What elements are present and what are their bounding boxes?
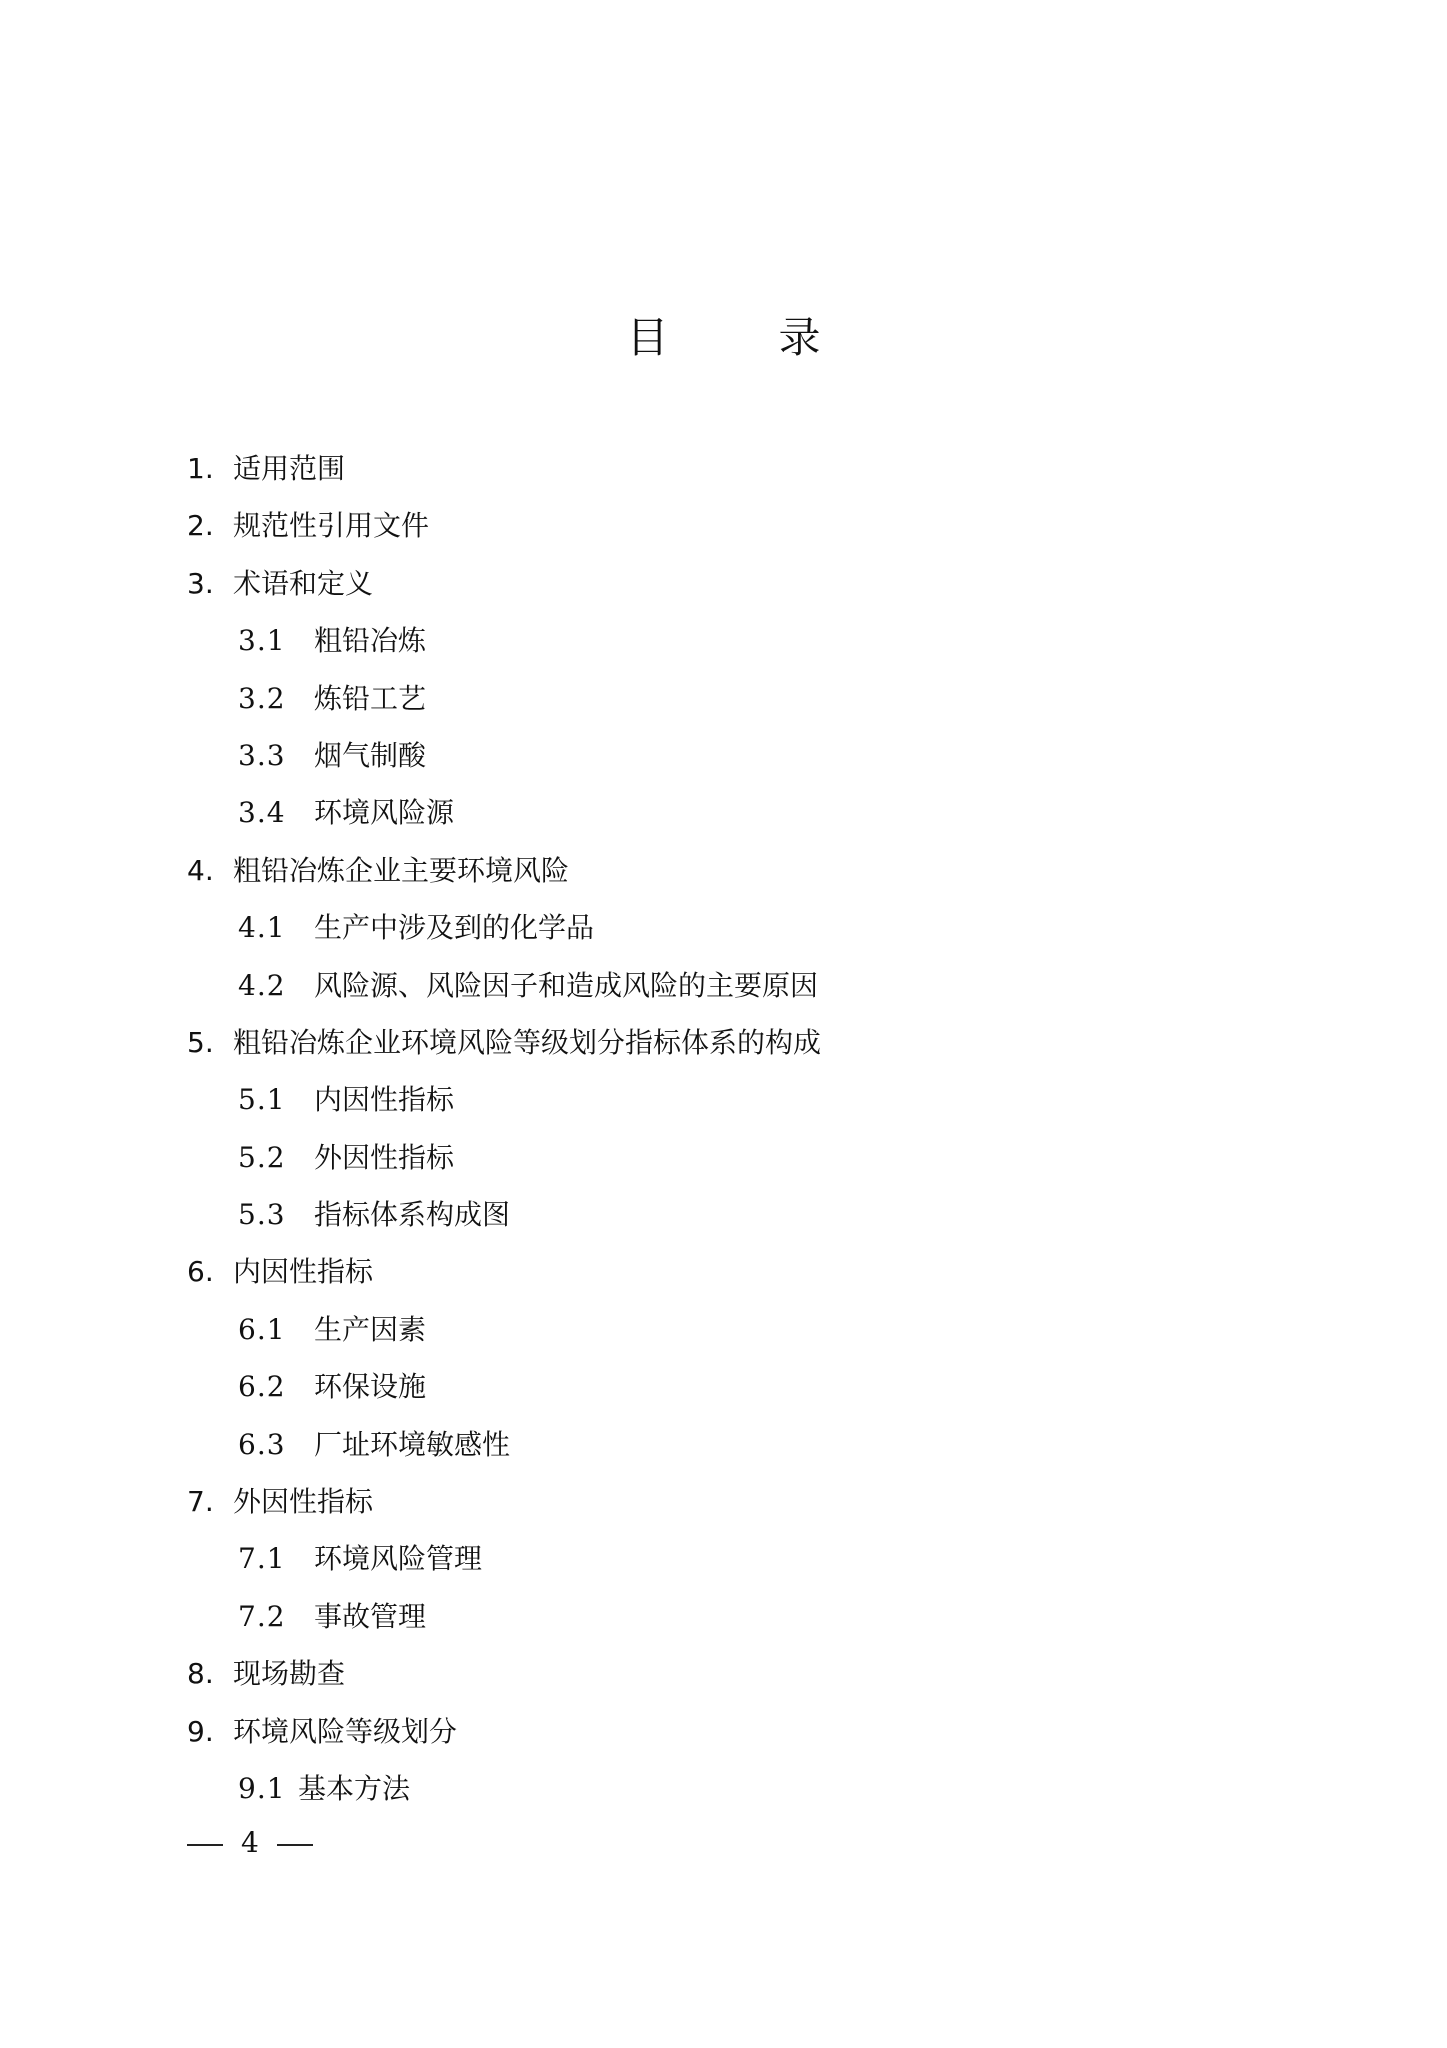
toc-text: 风险源、风险因子和造成风险的主要原因 [314,968,819,1002]
toc-entry-5-1 [0,1071,1447,1128]
footer-dash-left [187,1844,223,1846]
toc-entry-6-2 [0,1358,1447,1415]
toc-number: 3.3 [238,738,286,772]
toc-text: 术语和定义 [233,566,374,600]
toc-entry-3-4 [0,784,1447,841]
footer-dash-right [277,1844,313,1846]
toc-text: 粗铅冶炼企业环境风险等级划分指标体系的构成 [233,1025,822,1059]
toc-entry-2 [0,497,1447,554]
toc-entry-5-3 [0,1186,1447,1243]
toc-text: 事故管理 [314,1599,427,1633]
toc-entry-4-2 [0,957,1447,1014]
toc-number: 6.3 [238,1427,286,1461]
toc-text: 炼铅工艺 [314,681,427,715]
toc-number: 3.2 [238,681,286,715]
toc-entry-6 [0,1243,1447,1300]
toc-number: 5. [187,1025,214,1059]
toc-number: 7. [187,1485,214,1519]
toc-entry-9-1 [0,1760,1447,1817]
toc-entry-6-1 [0,1301,1447,1358]
toc-entry-3 [0,555,1447,612]
toc-number: 5.1 [238,1083,286,1117]
toc-text: 粗铅冶炼企业主要环境风险 [233,853,570,887]
toc-number: 1. [187,452,214,485]
toc-text: 内因性指标 [314,1083,455,1117]
title-part-2: 录 [778,313,821,362]
toc-number: 7.1 [238,1542,286,1576]
toc-text: 厂址环境敏感性 [314,1427,511,1461]
toc-number: 6.1 [238,1312,286,1346]
toc-text: 生产中涉及到的化学品 [314,911,595,945]
toc-text: 适用范围 [233,452,346,485]
toc-number: 5.3 [238,1198,286,1232]
toc-number: 5.2 [238,1140,286,1174]
toc-text: 粗铅冶炼 [314,624,427,658]
toc-entry-1 [0,440,1447,497]
toc-number: 3. [187,566,214,600]
toc-number: 6. [187,1255,214,1289]
page-title [0,308,1447,368]
toc-entry-8 [0,1645,1447,1702]
toc-number: 3.1 [238,624,286,658]
toc-text: 环境风险源 [314,796,455,830]
toc-number: 6.2 [238,1370,286,1404]
page-footer [187,1823,313,1863]
toc-entry-5 [0,1014,1447,1071]
toc-text: 现场勘查 [233,1657,346,1691]
toc-text: 生产因素 [314,1312,427,1346]
toc-text: 内因性指标 [233,1255,374,1289]
toc-text: 环境风险等级划分 [233,1714,458,1748]
toc-number: 9.1 [238,1771,286,1805]
toc-entry-4 [0,842,1447,899]
toc-text: 规范性引用文件 [233,509,430,543]
toc-entry-5-2 [0,1129,1447,1186]
toc-entry-7-1 [0,1530,1447,1587]
toc-entry-7-2 [0,1588,1447,1645]
toc-text: 环境风险管理 [314,1542,483,1576]
toc-text: 指标体系构成图 [314,1198,511,1232]
toc-text: 环保设施 [314,1370,427,1404]
toc-entry-9 [0,1703,1447,1760]
toc-number: 8. [187,1657,214,1691]
toc-text: 烟气制酸 [314,738,427,772]
toc-number: 4. [187,853,214,887]
toc-entry-6-3 [0,1416,1447,1473]
toc-entry-3-1 [0,612,1447,669]
toc-number: 9. [187,1714,214,1748]
toc-number: 3.4 [238,796,286,830]
page-number: 4 [241,1826,259,1859]
title-part-1: 目 [626,313,669,362]
toc-number: 2. [187,509,214,543]
toc-entry-7 [0,1473,1447,1530]
toc-number: 4.1 [238,911,286,945]
toc-entry-3-3 [0,727,1447,784]
toc-entry-3-2 [0,670,1447,727]
toc-number: 7.2 [238,1599,286,1633]
toc-number: 4.2 [238,968,286,1002]
toc-text: 基本方法 [298,1771,411,1805]
table-of-contents [0,440,1447,1817]
toc-text: 外因性指标 [314,1140,455,1174]
toc-text: 外因性指标 [233,1485,374,1519]
toc-entry-4-1 [0,899,1447,956]
